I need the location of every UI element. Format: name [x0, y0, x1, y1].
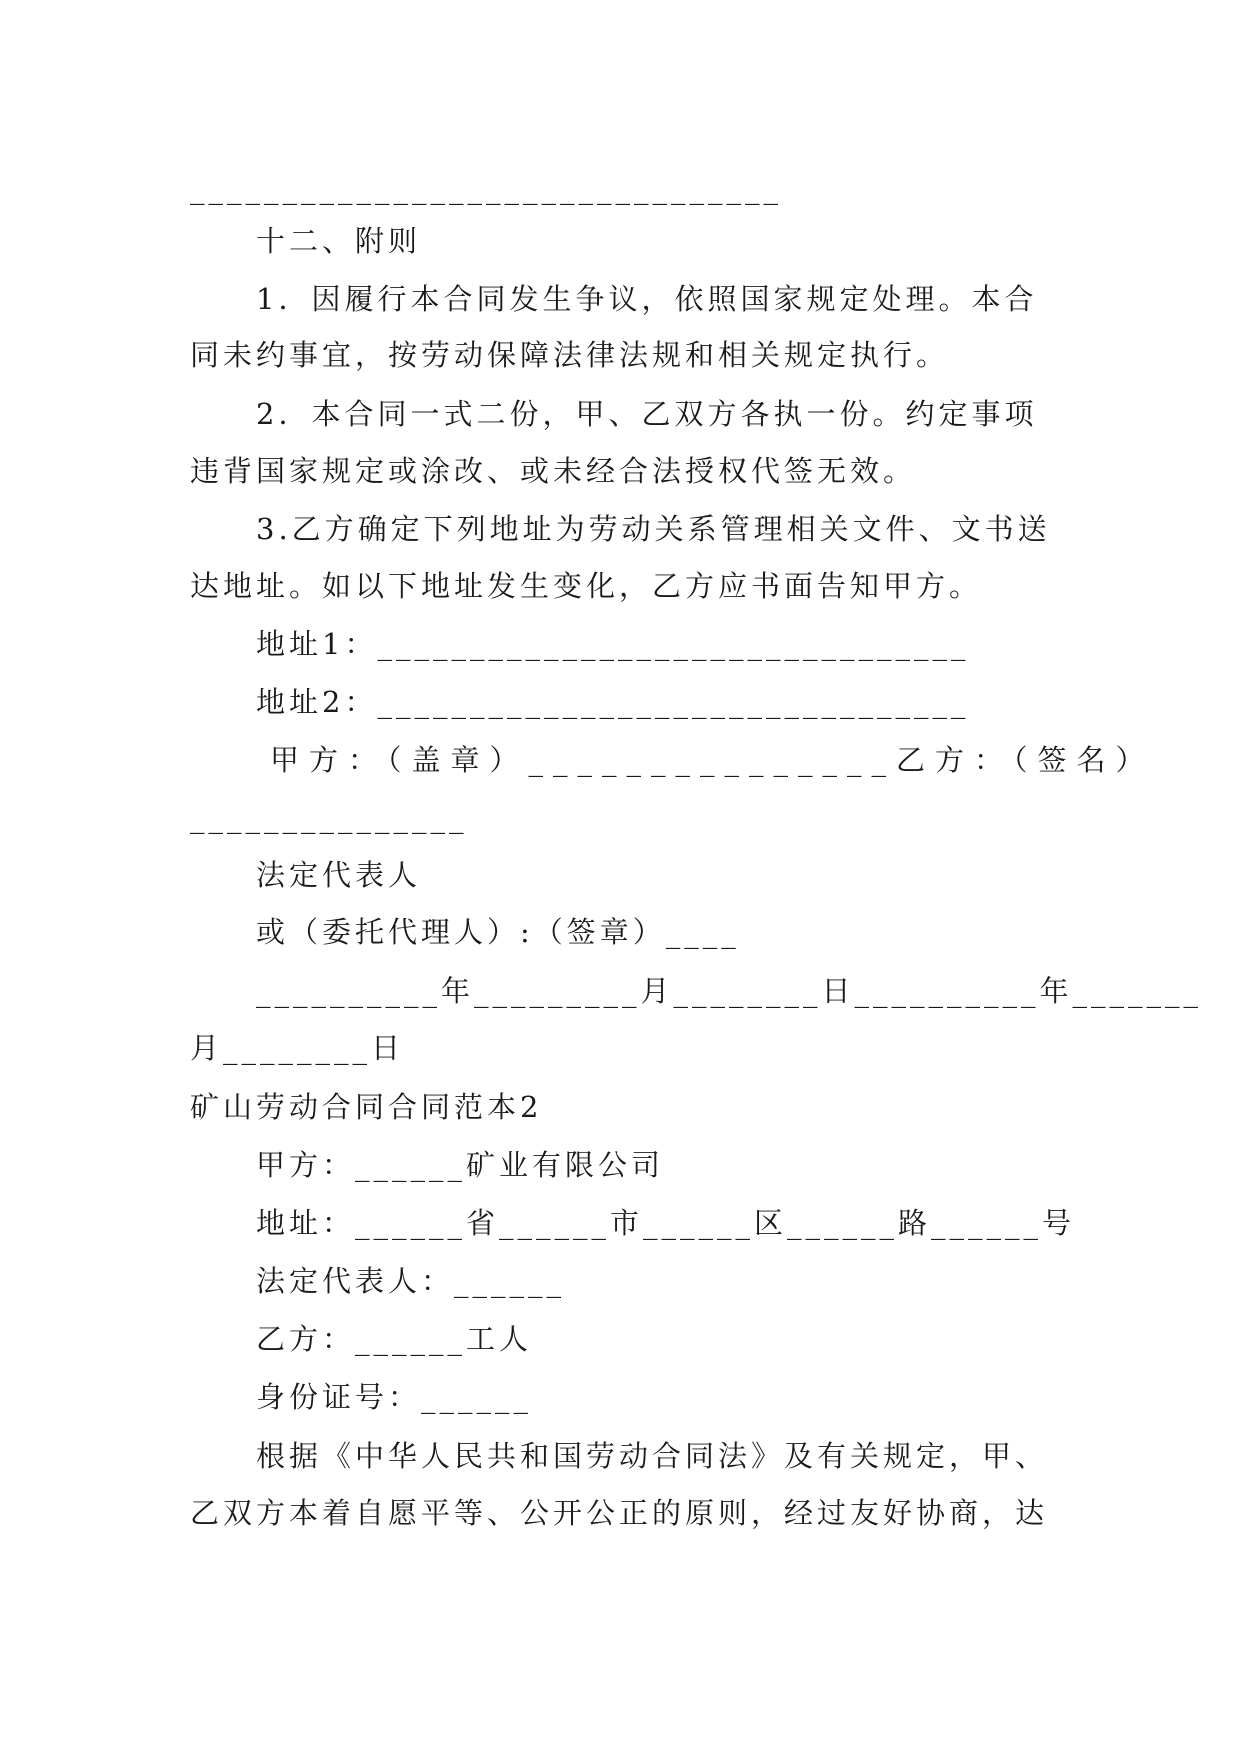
continuation-underline: ________________________________	[190, 171, 782, 205]
address-1-field: 地址1：________________________________	[256, 627, 970, 661]
clause-1-line-2: 同未约事宜，按劳动保障法律法规和相关规定执行。	[190, 338, 950, 372]
date-field-line-1: __________年_________月________日__________年_______	[256, 974, 1203, 1008]
address-field: 地址：______省______市______区______路______号	[256, 1206, 1076, 1240]
legal-representative-label: 法定代表人	[256, 858, 422, 892]
party-a-field: 甲方：______矿业有限公司	[256, 1148, 665, 1182]
clause-3-line-2: 达地址。如以下地址发生变化，乙方应书面告知甲方。	[190, 569, 983, 603]
agent-signature-field: 或（委托代理人）:（签章）____	[256, 915, 740, 949]
signature-line: 甲方：（盖章）_______________乙方：（签名）	[270, 743, 1155, 777]
id-number-field: 身份证号：______	[256, 1380, 533, 1414]
party-b-field: 乙方：______工人	[256, 1322, 533, 1356]
legal-representative-field: 法定代表人：______	[256, 1264, 566, 1298]
preamble-line-1: 根据《中华人民共和国劳动合同法》及有关规定，甲、	[256, 1439, 1049, 1473]
clause-2-line-1: 2．本合同一式二份，甲、乙双方各执一份。约定事项	[256, 397, 1038, 431]
signature-underline: _______________	[190, 800, 468, 834]
clause-1-line-1: 1．因履行本合同发生争议，依照国家规定处理。本合	[256, 282, 1038, 316]
clause-3-line-1: 3.乙方确定下列地址为劳动关系管理相关文件、文书送	[256, 512, 1051, 546]
preamble-line-2: 乙双方本着自愿平等、公开公正的原则，经过友好协商，达	[190, 1496, 1049, 1530]
date-field-line-2: 月________日	[190, 1031, 405, 1065]
address-2-field: 地址2：________________________________	[256, 685, 970, 719]
template-2-title: 矿山劳动合同合同范本2	[190, 1090, 543, 1124]
clause-2-line-2: 违背国家规定或涂改、或未经合法授权代签无效。	[190, 454, 917, 488]
section-heading: 十二、附则	[256, 224, 422, 258]
